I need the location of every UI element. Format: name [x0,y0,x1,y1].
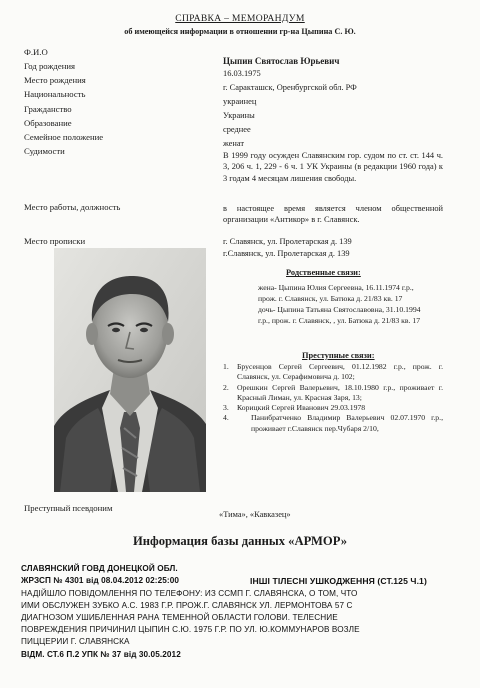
criminal-links-list [223,362,443,434]
label-marital-status: Семейное положение [24,132,104,142]
armor-section-title: Информация базы данных «АРМОР» [132,534,348,548]
value-convictions: В 1999 году осужден Славянским гор. судом по ст. ст. 144 ч. 3, 206 ч. 1, 229 - 6 ч. 1 УК Украины (в редакции 1960 года) к 3 годам 4 месяцам лишения свободы. [223,151,443,183]
value-birth-year: 16.03.1975 [223,69,261,78]
label-education: Образование [24,118,72,128]
relative-daughter-line1: дочь- Цыпина Татьяна Святославовна, 31.10.1994 [258,305,421,314]
relative-wife-line1: жена- Цыпина Юлия Сергеевна, 16.11.1974 г.р., [258,283,414,292]
list-item: 3. Корицкий Сергей Иванович 29.03.1978 [223,403,366,413]
value-education: среднее [223,125,251,134]
value-fio: Цыпин Святослав Юрьевич [223,56,340,66]
value-citizenship: Украины [223,111,255,120]
label-citizenship: Гражданство [24,104,72,114]
criminal-links-heading: Преступные связи: [302,351,375,360]
label-fio: Ф.И.О [24,47,48,57]
value-workplace: в настоящее время является членом общественной организации «Антикор» в г. Славянск. [223,204,443,225]
armor-line-2-right: ІНШІ ТІЛЕСНІ УШКОДЖЕННЯ (СТ.125 Ч.1) [250,576,427,586]
list-item: 4. Панибратченко Владимир Валерьевич 02.07.1970 г.р., проживает г.Славянск пер.Чубаря 2/10, [223,413,443,433]
person-photo [54,248,206,492]
relative-daughter-line2: г.р., прож. г. Славянск, , ул. Батюка д. 21/83 кв. 17 [258,316,421,325]
armor-line-8: ВІДМ. СТ.6 П.2 УПК № 37 від 30.05.2012 [21,650,181,659]
value-registration-1: г. Славянск, ул. Пролетарская д. 139 [223,237,352,246]
document-subtitle: об имеющейся информации в отношении гр-на Цыпина С. Ю. [124,27,356,36]
value-nickname: «Тима», «Кавказец» [219,510,291,519]
relative-wife-line2: прож. г. Славянск, ул. Батюка д. 21/83 кв. 17 [258,294,403,303]
list-item: 1. Брусенцов Сергей Сергеевич, 01.12.1982 г.р., прож. г. Славянск, ул. Серафимовича д. 102; [223,362,443,382]
document-title: СПРАВКА – МЕМОРАНДУМ [175,13,305,24]
label-nationality: Национальность [24,89,86,99]
armor-line-4: ИМИ ОБСЛУЖЕН ЗУБКО А.С. 1983 Г.Р. ПРОЖ.Г. СЛАВЯНСК УЛ. ЛЕРМОНТОВА 57 С [21,601,353,610]
label-convictions: Судимости [24,146,65,156]
list-item: 2. Орешкин Сергей Валерьевич, 18.10.1980 г.р., проживает г. Красный Лиман, ул. Красная Заря, 13; [223,382,443,402]
armor-line-2-left: ЖРЗСП № 4301 від 08.04.2012 02:25:00 [21,576,180,585]
armor-line-3: НАДІЙШЛО ПОВІДОМЛЕННЯ ПО ТЕЛЕФОНУ: ИЗ ССМП Г. СЛАВЯНСКА, О ТОМ, ЧТО [21,589,358,598]
label-registration: Место прописки [24,236,86,246]
value-registration-2: г.Славянск, ул. Пролетарская д. 139 [223,249,350,258]
armor-line-1: СЛАВЯНСКИЙ ГОВД ДОНЕЦКОЙ ОБЛ. [21,564,178,573]
value-nationality: украинец [223,97,257,106]
armor-line-6: ПОВРЕЖДЕНИЯ ПРИЧИНИЛ ЦЫПИН С.Ю. 1975 Г.Р. ПО УЛ. Ю.КОММУНАРОВ ВОЗЛЕ [21,625,360,634]
armor-line-7: ПИЦЦЕРИИ Г. СЛАВЯНСКА [21,637,130,646]
label-birth-place: Место рождения [24,75,86,85]
label-birth-year: Год рождения [24,61,75,71]
relatives-heading: Родственные связи: [286,268,361,277]
label-workplace: Место работы, должность [24,202,121,212]
value-birth-place: г. Саракташск, Оренбургской обл. РФ [223,83,357,92]
armor-line-5: ДИАГНОЗОМ УШИБЛЕННАЯ РАНА ТЕМЕННОЙ ОБЛАСТИ ГОЛОВИ. ТЕЛЕСНИЕ [21,613,338,622]
label-nickname: Преступный псевдоним [24,503,113,513]
value-marital-status: женат [223,139,245,148]
